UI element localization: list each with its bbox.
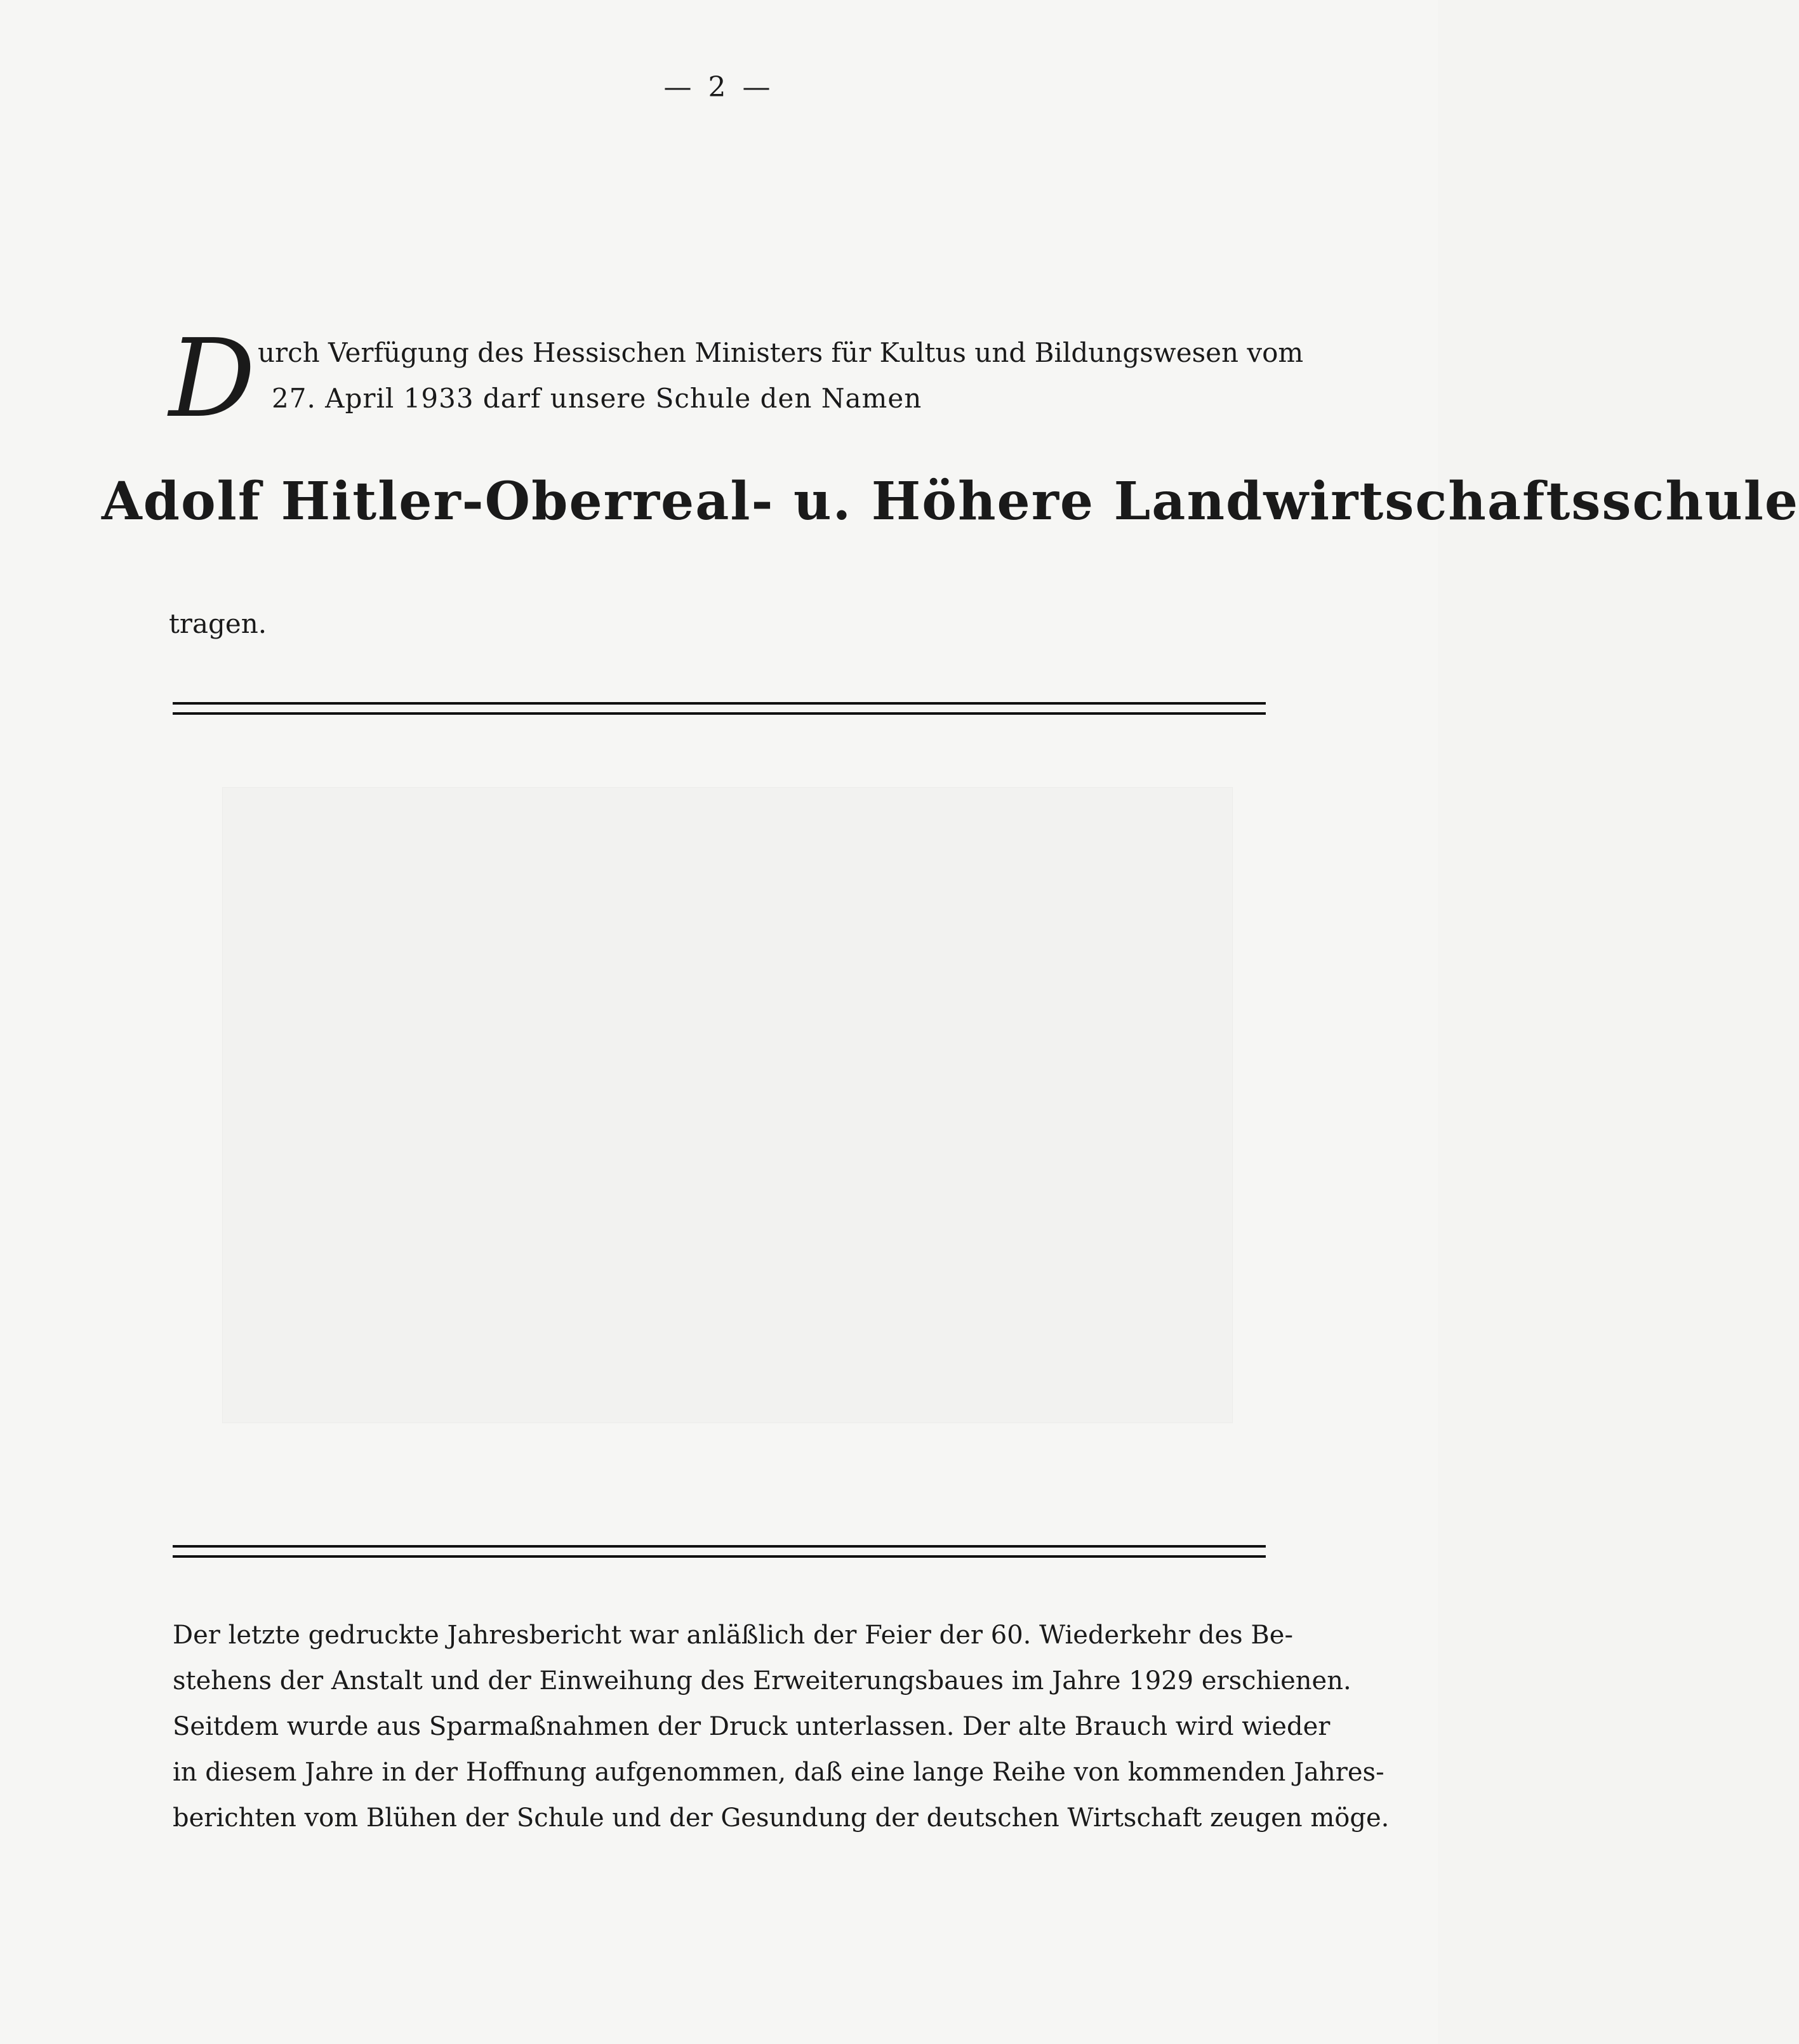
drop-cap: D	[169, 316, 256, 442]
body-line-3: Seitdem wurde aus Sparmaßnahmen der Druck unterlassen. Der alte Brauch wird wieder	[173, 1712, 1331, 1741]
body-paragraph	[173, 1612, 1390, 1841]
body-line-4: in diesem Jahre in der Hoffnung aufgenommen, daß eine lange Reihe von kommenden Jahres-	[173, 1758, 1384, 1787]
bottom-double-rule-lower	[173, 1555, 1266, 1558]
intro-paragraph	[169, 316, 1304, 442]
bottom-double-rule-upper	[173, 1545, 1266, 1548]
intro-line-2: 27. April 1933 darf unsere Schule den Namen	[272, 383, 922, 414]
body-line-1: Der letzte gedruckte Jahresbericht war anläßlich der Feier der 60. Wiederkehr des Be-	[173, 1621, 1293, 1650]
school-name-heading: Adolf Hitler-Oberreal- u. Höhere Landwirtschaftsschule	[102, 471, 1799, 532]
top-double-rule-lower	[173, 712, 1266, 715]
faded-photo-area	[222, 787, 1233, 1423]
top-double-rule-upper	[173, 702, 1266, 705]
intro-line-1: urch Verfügung des Hessischen Ministers für Kultus und Bildungswesen vom	[258, 337, 1304, 368]
body-line-2: stehens der Anstalt und der Einweihung des Erweiterungsbaues im Jahre 1929 erschienen.	[173, 1666, 1351, 1696]
closing-word: tragen.	[169, 608, 267, 639]
body-line-5: berichten vom Blühen der Schule und der Gesundung der deutschen Wirtschaft zeugen möge.	[173, 1803, 1390, 1833]
page-number: — 2 —	[663, 71, 774, 103]
